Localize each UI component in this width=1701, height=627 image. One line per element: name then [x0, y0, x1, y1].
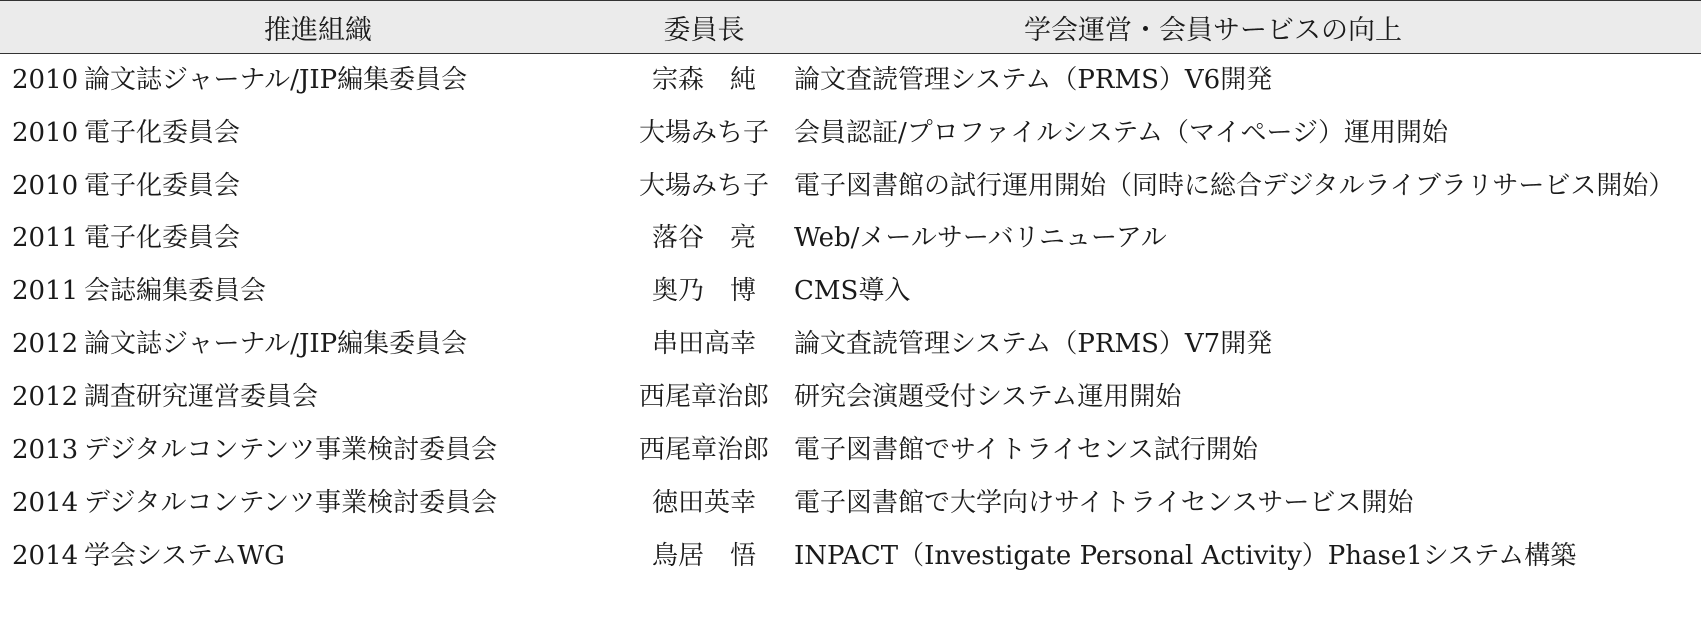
cell-chair: 西尾章治郎 — [638, 382, 769, 412]
table-row — [0, 265, 1701, 318]
cell-year: 2011 — [12, 223, 79, 253]
cell-description: 会員認証/プロファイルシステム（マイページ）運用開始 — [794, 118, 1448, 148]
cell-chair: 串田高幸 — [651, 329, 756, 359]
cell-organization: 調査研究運営委員会 — [84, 382, 319, 412]
cell-chair: 落谷 亮 — [651, 223, 756, 253]
cell-organization: デジタルコンテンツ事業検討委員会 — [84, 488, 498, 518]
cell-description: 論文査読管理システム（PRMS）V6開発 — [794, 65, 1273, 95]
table-row — [0, 54, 1701, 108]
cell-chair: 宗森 純 — [651, 65, 756, 95]
cell-chair: 大場みち子 — [638, 171, 769, 201]
cell-year: 2014 — [12, 541, 79, 571]
table-row — [0, 107, 1701, 160]
cell-organization: 会誌編集委員会 — [84, 276, 267, 306]
cell-organization: 電子化委員会 — [84, 118, 241, 148]
cell-year: 2012 — [12, 329, 79, 359]
cell-chair: 大場みち子 — [638, 118, 769, 148]
cell-description: Web/メールサーバリニューアル — [794, 223, 1167, 253]
header-organization: 推進組織 — [84, 1, 614, 54]
cell-organization: 論文誌ジャーナル/JIP編集委員会 — [84, 65, 468, 95]
cell-chair: 鳥居 悟 — [651, 541, 756, 571]
cell-organization: 学会システムWG — [84, 541, 285, 571]
cell-description: CMS導入 — [794, 276, 911, 306]
cell-organization: 電子化委員会 — [84, 171, 241, 201]
cell-organization: 論文誌ジャーナル/JIP編集委員会 — [84, 329, 468, 359]
table-row — [0, 477, 1701, 530]
cell-description: 論文査読管理システム（PRMS）V7開発 — [794, 329, 1273, 359]
table-row — [0, 318, 1701, 371]
cell-chair: 徳田英幸 — [651, 488, 756, 518]
cell-description: 電子図書館でサイトライセンス試行開始 — [794, 435, 1258, 465]
cell-chair: 奥乃 博 — [651, 276, 756, 306]
cell-year: 2012 — [12, 382, 79, 412]
table-header — [0, 1, 1701, 54]
table-row — [0, 530, 1701, 580]
table-row — [0, 424, 1701, 477]
header-year — [0, 1, 84, 54]
table-row — [0, 212, 1701, 265]
cell-year: 2010 — [12, 171, 79, 201]
cell-organization: 電子化委員会 — [84, 223, 241, 253]
cell-year: 2014 — [12, 488, 79, 518]
cell-description: 電子図書館の試行運用開始（同時に総合デジタルライブラリサービス開始） — [794, 171, 1675, 201]
cell-year: 2013 — [12, 435, 79, 465]
cell-organization: デジタルコンテンツ事業検討委員会 — [84, 435, 498, 465]
header-chair: 委員長 — [614, 1, 794, 54]
cell-description: 電子図書館で大学向けサイトライセンスサービス開始 — [794, 488, 1414, 518]
cell-year: 2010 — [12, 118, 79, 148]
header-row — [0, 1, 1701, 54]
cell-year: 2011 — [12, 276, 79, 306]
cell-description: INPACT（Investigate Personal Activity）Phase1システム構築 — [794, 541, 1577, 571]
table-row — [0, 371, 1701, 424]
cell-chair: 西尾章治郎 — [638, 435, 769, 465]
table-row — [0, 160, 1701, 212]
table-body — [0, 54, 1701, 581]
cell-description: 研究会演題受付システム運用開始 — [794, 382, 1182, 412]
cell-year: 2010 — [12, 65, 79, 95]
header-description: 学会運営・会員サービスの向上 — [794, 1, 1701, 54]
